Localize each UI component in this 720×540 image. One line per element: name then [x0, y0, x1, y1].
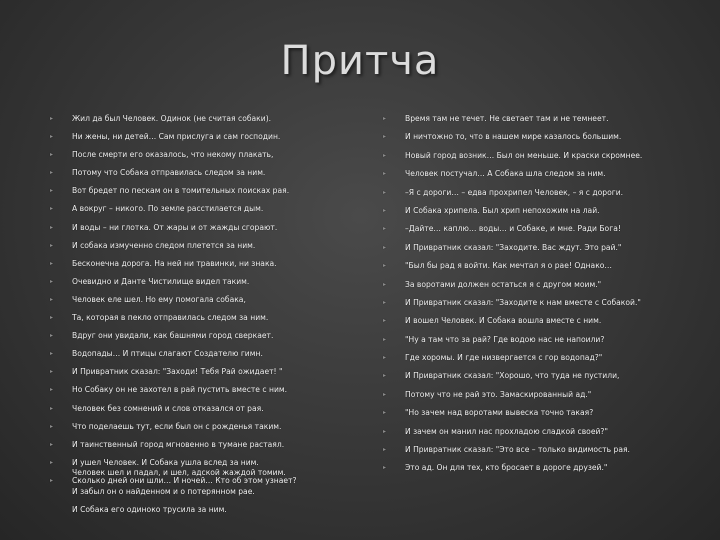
verse-line	[383, 188, 683, 198]
left-verse-continuation	[72, 468, 372, 524]
verse-line	[50, 367, 350, 377]
triangle-bullet-icon: ▸	[383, 151, 387, 159]
triangle-bullet-icon: ▸	[50, 332, 54, 340]
triangle-bullet-icon: ▸	[383, 298, 387, 306]
verse-text: Что поделаешь тут, если был он с рожденья таким.	[72, 421, 282, 431]
verse-text: Бесконечна дорога. На ней ни травинки, ни знака.	[72, 258, 277, 268]
triangle-bullet-icon: ▸	[383, 372, 387, 380]
triangle-bullet-icon: ▸	[383, 170, 387, 178]
verse-line	[383, 206, 683, 216]
verse-line	[50, 349, 350, 359]
verse-line	[383, 169, 683, 179]
triangle-bullet-icon: ▸	[50, 386, 54, 394]
verse-line	[383, 316, 683, 326]
verse-line	[50, 385, 350, 395]
triangle-bullet-icon: ▸	[50, 115, 54, 122]
triangle-bullet-icon: ▸	[50, 241, 54, 249]
verse-text: И ушел Человек. И Собака ушла вслед за ним.	[72, 457, 259, 467]
verse-line	[50, 241, 350, 251]
verse-text: Водопады… И птицы слагают Создателю гимн.	[72, 349, 263, 359]
triangle-bullet-icon: ▸	[50, 458, 54, 466]
verse-text: И Привратник сказал: "Заходите к нам вместе с Собакой."	[405, 297, 641, 307]
verse-text: И вошел Человек. И Собака вошла вместе с ним.	[405, 316, 602, 326]
verse-line	[383, 224, 683, 234]
verse-line	[383, 463, 683, 473]
verse-line	[383, 280, 683, 290]
triangle-bullet-icon: ▸	[50, 350, 54, 358]
triangle-bullet-icon: ▸	[383, 115, 387, 122]
verse-text: Человек постучал… А Собака шла следом за ним.	[405, 169, 606, 179]
verse-line	[50, 404, 350, 414]
verse-line	[50, 132, 350, 142]
verse-line	[383, 353, 683, 363]
triangle-bullet-icon: ▸	[50, 422, 54, 430]
triangle-bullet-icon: ▸	[50, 223, 54, 231]
verse-line-plain: Человек шел и падал, и шел, адской жаждой томим.	[72, 468, 286, 477]
verse-line	[383, 335, 683, 345]
verse-text: Жил да был Человек. Одинок (не считая собаки).	[72, 114, 272, 123]
triangle-bullet-icon: ▸	[50, 151, 54, 159]
verse-text: И Привратник сказал: "Заходи! Тебя Рай ожидает! "	[72, 367, 283, 377]
triangle-bullet-icon: ▸	[383, 225, 387, 233]
verse-text: Это ад. Он для тех, кто бросает в дороге друзей."	[405, 463, 608, 473]
slide-title: Притча	[280, 38, 440, 84]
verse-text: За воротами должен остаться я с другом моим."	[405, 279, 602, 289]
verse-text: Где хоромы. И где низвергается с гор водопад?"	[405, 353, 603, 363]
verse-line	[383, 243, 683, 253]
verse-text: Вдруг они увидали, как башнями город сверкает.	[72, 331, 274, 341]
verse-line	[50, 440, 350, 450]
verse-text: Новый город возник… Был он меньше. И краски скромнее.	[405, 150, 643, 160]
verse-text: "Был бы рад я войти. Как мечтал я о рае! Однако…	[405, 261, 613, 271]
triangle-bullet-icon: ▸	[50, 440, 54, 448]
verse-line	[383, 445, 683, 455]
verse-line	[50, 168, 350, 178]
verse-line	[50, 277, 350, 287]
triangle-bullet-icon: ▸	[383, 464, 387, 472]
verse-text: –Дайте… каплю… воды… и Собаке, и мне. Ради Бога!	[405, 224, 621, 234]
verse-line	[383, 151, 683, 161]
verse-text: И Собака хрипела. Был хрип непохожим на лай.	[405, 205, 600, 215]
triangle-bullet-icon: ▸	[383, 280, 387, 288]
verse-text: Вот бредет по пескам он в томительных поисках рая.	[72, 186, 290, 196]
verse-text: И таинственный город мгновенно в тумане растаял.	[72, 439, 285, 449]
verse-text: После смерти его оказалось, что некому плакать,	[72, 150, 274, 160]
triangle-bullet-icon: ▸	[50, 295, 54, 303]
verse-text: Время там не течет. Не светает там и не темнеет.	[405, 114, 609, 123]
verse-text: Ни жены, ни детей… Сам прислуга и сам господин.	[72, 132, 281, 142]
triangle-bullet-icon: ▸	[383, 390, 387, 398]
verse-line	[50, 204, 350, 214]
verse-line	[383, 408, 683, 418]
verse-text: И Привратник сказал: "Это все – только видимость рая.	[405, 445, 630, 455]
verse-line	[383, 427, 683, 437]
triangle-bullet-icon: ▸	[383, 243, 387, 251]
verse-text: Та, которая в пекло отправилась следом за ним.	[72, 313, 269, 323]
verse-line-plain: И забыл он о найденном и о потерянном рае.	[72, 486, 255, 496]
verse-line-plain: И Собака его одиноко трусила за ним.	[72, 505, 227, 514]
triangle-bullet-icon: ▸	[50, 404, 54, 412]
triangle-bullet-icon: ▸	[383, 427, 387, 435]
verse-text: И ничтожно то, что в нашем мире казалось большим.	[405, 132, 622, 142]
verse-line	[383, 298, 683, 308]
triangle-bullet-icon: ▸	[383, 446, 387, 454]
verse-text: Но Собаку он не захотел в рай пустить вместе с ним.	[72, 385, 288, 395]
triangle-bullet-icon: ▸	[50, 476, 54, 484]
verse-line	[50, 150, 350, 160]
triangle-bullet-icon: ▸	[50, 277, 54, 285]
triangle-bullet-icon: ▸	[50, 259, 54, 267]
triangle-bullet-icon: ▸	[50, 187, 54, 195]
triangle-bullet-icon: ▸	[50, 205, 54, 213]
verse-text: "Ну а там что за рай? Где водою нас не напоили?	[405, 334, 605, 344]
left-verse-list	[50, 114, 350, 494]
verse-text: Потому что не рай это. Замаскированный ад."	[405, 389, 592, 399]
verse-text: И зачем он манил нас прохладою сладкой своей?"	[405, 426, 608, 436]
verse-line	[50, 295, 350, 305]
triangle-bullet-icon: ▸	[383, 409, 387, 417]
verse-line	[50, 422, 350, 432]
verse-text: И Привратник сказал: "Заходите. Вас ждут. Это рай."	[405, 242, 622, 252]
triangle-bullet-icon: ▸	[50, 169, 54, 177]
triangle-bullet-icon: ▸	[383, 317, 387, 325]
triangle-bullet-icon: ▸	[50, 314, 54, 322]
verse-text: И воды – ни глотка. От жары и от жажды сгорают.	[72, 222, 278, 232]
verse-line	[383, 132, 683, 142]
verse-text: А вокруг – никого. По земле расстилается дым.	[72, 204, 264, 214]
verse-text: Потому что Собака отправилась следом за ним.	[72, 168, 266, 178]
verse-line	[383, 261, 683, 271]
verse-line	[383, 371, 683, 381]
verse-line	[50, 186, 350, 196]
verse-text: "Но зачем над воротами вывеска точно такая?	[405, 408, 594, 418]
triangle-bullet-icon: ▸	[383, 206, 387, 214]
triangle-bullet-icon: ▸	[383, 354, 387, 362]
verse-line	[383, 114, 683, 124]
triangle-bullet-icon: ▸	[50, 368, 54, 376]
verse-text: Сколько дней они шли… И ночей… Кто об этом узнает?	[72, 475, 297, 485]
triangle-bullet-icon: ▸	[50, 133, 54, 141]
verse-text: Человек еле шел. Но ему помогала собака,	[72, 294, 246, 304]
right-verse-list	[383, 114, 683, 482]
verse-line	[50, 114, 350, 124]
verse-text: И Привратник сказал: "Хорошо, что туда не пустили,	[405, 371, 620, 381]
verse-text: –Я с дороги… – едва прохрипел Человек, – я с дороги.	[405, 187, 624, 197]
verse-line	[50, 331, 350, 341]
verse-line	[50, 259, 350, 269]
triangle-bullet-icon: ▸	[383, 133, 387, 141]
verse-text: Человек без сомнений и слов отказался от рая.	[72, 403, 264, 413]
verse-text: И собака измученно следом плетется за ним.	[72, 240, 256, 250]
verse-line	[383, 390, 683, 400]
verse-line	[50, 458, 350, 468]
triangle-bullet-icon: ▸	[383, 262, 387, 270]
verse-text: Очевидно и Данте Чистилище видел таким.	[72, 276, 250, 286]
verse-line	[50, 313, 350, 323]
triangle-bullet-icon: ▸	[383, 335, 387, 343]
triangle-bullet-icon: ▸	[383, 188, 387, 196]
verse-line	[50, 223, 350, 233]
